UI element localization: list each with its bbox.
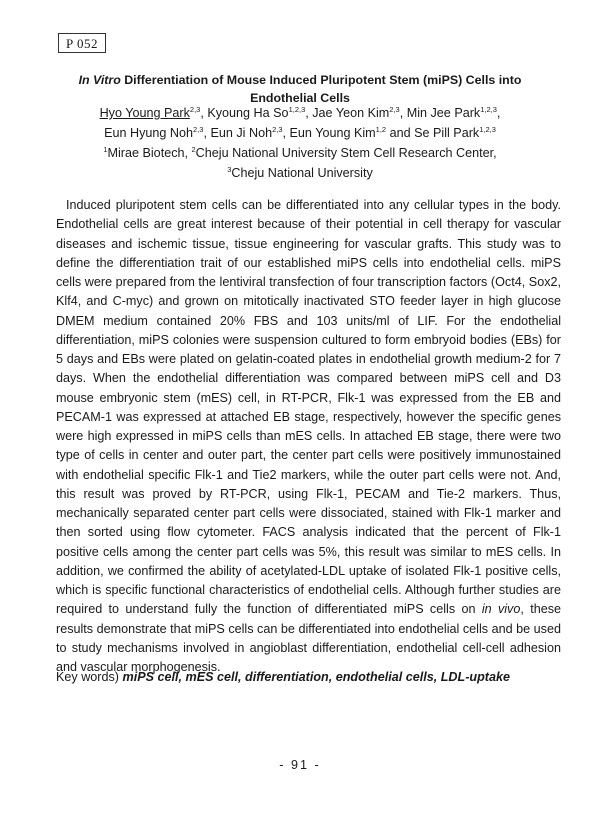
author-name: Kyoung Ha So bbox=[207, 106, 289, 120]
abstract-title bbox=[60, 71, 540, 107]
title-line1-rest: Differentiation of Mouse Induced Pluripotent Stem (miPS) Cells into bbox=[120, 73, 522, 87]
author-separator: , bbox=[496, 106, 501, 120]
author-name: Se Pill Park bbox=[414, 126, 480, 140]
author-affiliation-sup: 2,3 bbox=[389, 105, 400, 114]
author-name: Hyo Young Park bbox=[99, 106, 190, 120]
affiliation-name: Cheju National University bbox=[231, 166, 373, 180]
author-separator: , bbox=[399, 106, 407, 120]
author-name: Jae Yeon Kim bbox=[312, 106, 390, 120]
keywords-label: Key words) bbox=[56, 670, 123, 684]
abstract-body bbox=[56, 196, 561, 677]
abstract-italic-term: in vivo bbox=[481, 602, 521, 617]
author-name: Eun Young Kim bbox=[289, 126, 376, 140]
affiliation-sup: 2 bbox=[191, 145, 196, 154]
page-number: - 91 - bbox=[279, 758, 321, 772]
affiliation-name: Cheju National University Stem Cell Research Center, bbox=[195, 146, 497, 160]
affiliation-sup: 1 bbox=[103, 145, 108, 154]
author-affiliation-sup: 1,2,3 bbox=[288, 105, 306, 114]
author-affiliation-sup: 1,2,3 bbox=[480, 105, 497, 114]
keywords-line bbox=[56, 668, 510, 686]
author-separator: , bbox=[200, 106, 208, 120]
abstract-text-part2: , these results demonstrate that miPS cells can be differentiated into endothelial cells and be used to study mechanisms involved in angioblast differentiation, endothelial cell-cell adhesion and vascular morphogenesis. bbox=[56, 602, 562, 674]
abstract-text-part1: Induced pluripotent stem cells can be differentiated into any cellular types in the body. Endothelial cells are great interest because of their potential in cell therapy for vascular diseases and ischemic tissue, tissue engineering for vascular grafts. This study was to define the differentiation trait of our established miPS cells into endothelial cells. miPS cells were prepared from the lentiviral transfection of four transcription factors (Oct4, Sox2, Klf4, and C-myc) and grown on mitotically inactivated STO feeder layer in high glucose DMEM medium contained 20% FBS and 103 units/ml of LIF. For the endothelial differentiation, miPS colonies were suspension cultured to form embryoid bodies (EBs) for 5 days and EBs were plated on gelatin-coated plates in endothelial growth medium-2 for 7 days. When the endothelial differentiation was compared between miPS cell and D3 mouse embryonic stem (mES) cell, in RT-PCR, Flk-1 was expressed from the EB and PECAM-1 was expressed at attached EB stage, respectively, however the specific genes were high expressed in miPS cells than mES cells. In attached EB stage, there were two type of cells in center and outer part, the center part cells were positively immunostained with endothelial specific Flk-1 and Tie2 markers, while the outer part cells were not. And, this result was proved by RT-PCR, using Flk-1, PECAM and Tie-2 markers. Thus, mechanically separated center part cells were dissociated, stained with Flk-1 marker and then sorted using flow cytometer. FACS analysis indicated that the percent of Flk-1 positive cells among the center part cells was 5%, this result was similar to mES cells. In addition, we confirmed the ability of acetylated-LDL uptake of isolated Flk-1 positive cells, which is specific functional characteristics of endothelial cells. Although further studies are required to understand fully the function of differentiated miPS cells on bbox=[56, 198, 561, 617]
author-affiliation-sup: 2,3 bbox=[272, 125, 283, 134]
author-affiliation-sup: 1,2 bbox=[375, 125, 387, 134]
title-line2: Endothelial Cells bbox=[250, 91, 350, 105]
abstract-code-box: P 052 bbox=[58, 33, 106, 53]
author-name: Eun Hyung Noh bbox=[104, 126, 194, 140]
author-name: Min Jee Park bbox=[406, 106, 481, 120]
affiliation-name: Mirae Biotech, bbox=[107, 146, 192, 160]
affiliation-sup: 3 bbox=[227, 165, 232, 174]
affiliation-list bbox=[60, 143, 540, 183]
author-list bbox=[60, 103, 540, 143]
author-separator: , bbox=[282, 126, 290, 140]
author-affiliation-sup: 1,2,3 bbox=[479, 125, 496, 134]
keywords-list: miPS cell, mES cell, differentiation, endothelial cells, LDL-uptake bbox=[122, 670, 510, 684]
author-name: Eun Ji Noh bbox=[210, 126, 273, 140]
author-separator: , bbox=[305, 106, 313, 120]
title-italic-part: In Vitro bbox=[78, 73, 121, 87]
author-affiliation-sup: 2,3 bbox=[193, 125, 204, 134]
author-separator: , bbox=[203, 126, 211, 140]
author-affiliation-sup: 2,3 bbox=[189, 105, 201, 114]
author-separator: and bbox=[386, 126, 415, 140]
